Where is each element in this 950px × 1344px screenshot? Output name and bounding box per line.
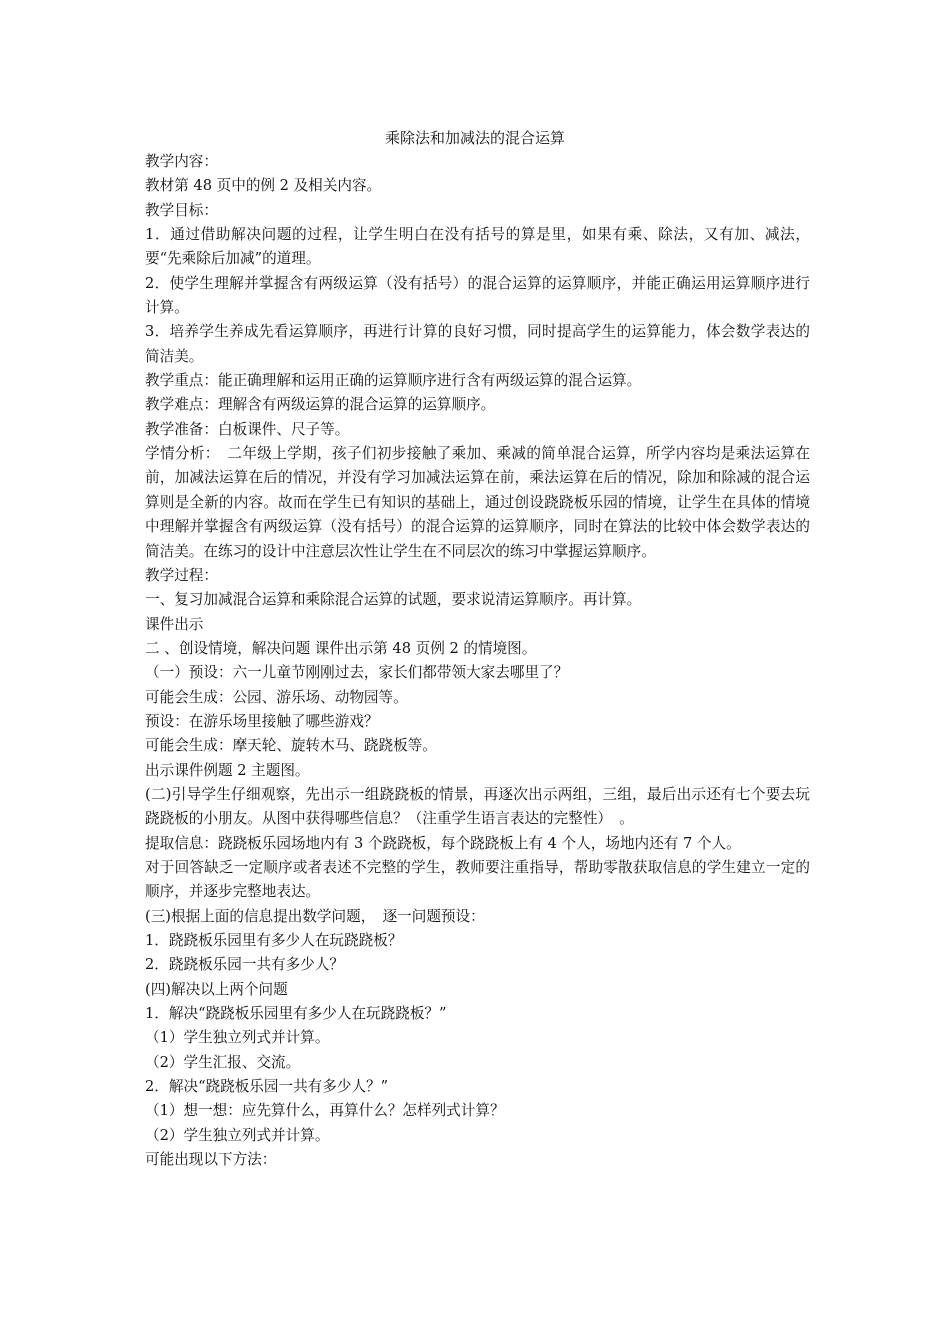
- paragraph: 教材第 48 页中的例 2 及相关内容。: [145, 177, 382, 195]
- paragraph: （1）想一想：应先算什么，再算什么？怎样列式计算？: [145, 1102, 505, 1120]
- paragraph: 教学重点：能正确理解和运用正确的运算顺序进行含有两级运算的混合运算。: [145, 372, 642, 390]
- paragraph: 2．使学生理解并掌握含有两级运算（没有括号）的混合运算的运算顺序，并能正确运用运算顺序进行计算。: [145, 274, 810, 317]
- paragraph: (二)引导学生仔细观察，先出示一组跷跷板的情景，再逐次出示两组，三组，最后出示还有七个要去玩跷跷板的小朋友。从图中获得哪些信息？（注重学生语言表达的完整性） 。: [145, 785, 810, 828]
- paragraph: 学情分析： 二年级上学期，孩子们初步接触了乘加、乘减的简单混合运算，所学内容均是乘法运算在前，加减法运算在后的情况，并没有学习加减法运算在前，乘法运算在后的情况，除加和除减的混合运算则是全新的内容。故而在学生已有知识的基础上，通过创设跷跷板乐园的情境，让学生在具体的情境中理解并掌握含有两级运算（没有括号）的混合运算的运算顺序，同时在算法的比较中体会数学表达的简洁美。在练习的设计中注意层次性让学生在不同层次的练习中掌握运算顺序。: [145, 445, 810, 560]
- paragraph: 出示课件例题 2 主题图。: [145, 761, 310, 779]
- paragraph: 教学准备：白板课件、尺子等。: [145, 420, 350, 438]
- paragraph: 可能会生成：摩天轮、旋转木马、跷跷板等。: [145, 737, 437, 755]
- paragraph: 2．解决“跷跷板乐园一共有多少人？”: [145, 1078, 389, 1096]
- paragraph: 教学过程：: [145, 566, 218, 584]
- paragraph: 3．培养学生养成先看运算顺序，再进行计算的良好习惯，同时提高学生的运算能力，体会数学表达的简洁美。: [145, 323, 810, 365]
- paragraph: (四)解决以上两个问题: [145, 980, 288, 998]
- paragraph: 提取信息：跷跷板乐园场地内有 3 个跷跷板，每个跷跷板上有 4 个人，场地内还有 7 个人。: [145, 834, 741, 852]
- paragraph: （2）学生独立列式并计算。: [145, 1126, 330, 1144]
- paragraph: 教学目标：: [145, 201, 218, 219]
- paragraph: 一、复习加减混合运算和乘除混合运算的试题，要求说清运算顺序。再计算。: [145, 591, 642, 609]
- paragraph: 预设：在游乐场里接触了哪些游戏？: [145, 712, 379, 730]
- paragraph: （1）学生独立列式并计算。: [145, 1029, 330, 1047]
- paragraph: 1．通过借助解决问题的过程，让学生明白在没有括号的算是里，如果有乘、除法，又有加、减法，要“先乘除后加减”的道理。: [145, 226, 810, 268]
- paragraph: 课件出示: [145, 615, 204, 633]
- paragraph: 可能出现以下方法：: [145, 1151, 277, 1169]
- paragraph: 1．解决“跷跷板乐园里有多少人在玩跷跷板？”: [145, 1005, 447, 1023]
- paragraph: 可能会生成：公园、游乐场、动物园等。: [145, 688, 408, 706]
- paragraph: (三)根据上面的信息提出数学问题， 逐一问题预设：: [145, 907, 485, 925]
- paragraph: 2．跷跷板乐园一共有多少人？: [145, 956, 345, 974]
- paragraph: 教学内容：: [145, 153, 218, 170]
- paragraph: 1．跷跷板乐园里有多少人在玩跷跷板？: [145, 932, 403, 949]
- paragraph: 教学难点：理解含有两级运算的混合运算的运算顺序。: [145, 396, 496, 414]
- paragraph: （2）学生汇报、交流。: [145, 1053, 301, 1071]
- document-title: 乘除法和加减法的混合运算: [384, 129, 565, 147]
- paragraph: （一）预设：六一儿童节刚刚过去，家长们都带领大家去哪里了？: [145, 664, 569, 682]
- paragraph: 对于回答缺乏一定顺序或者表述不完整的学生，教师要注重指导，帮助零散获取信息的学生建立一定的顺序，并逐步完整地表达。: [145, 858, 810, 901]
- document-body: [145, 150, 810, 1172]
- paragraph: 二 、创设情境，解决问题 课件出示第 48 页例 2 的情境图。: [145, 639, 537, 657]
